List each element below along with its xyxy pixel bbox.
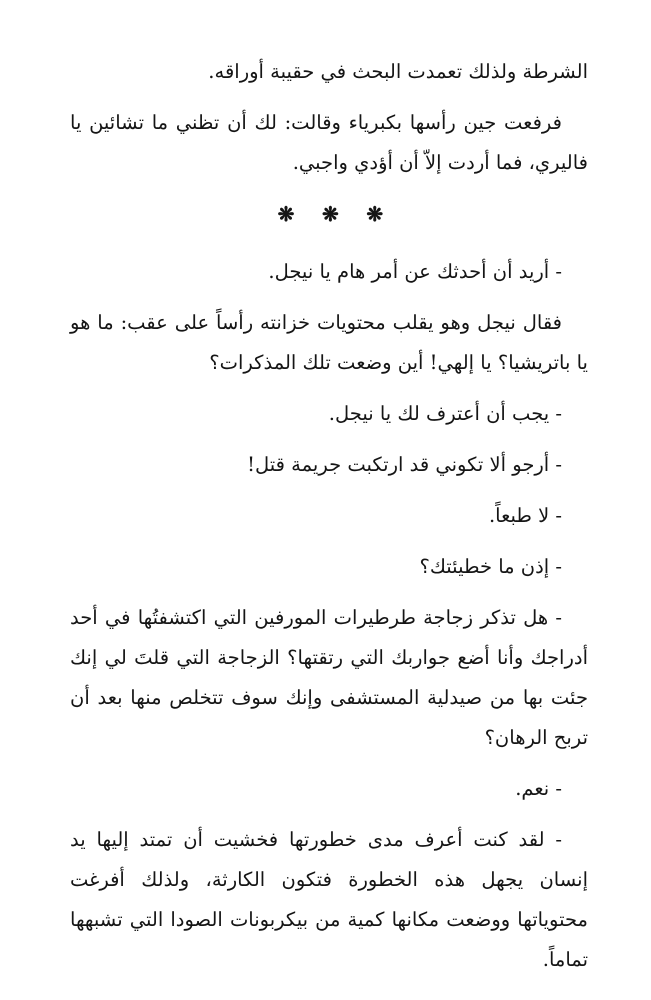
dialogue-line-8: - نعم. xyxy=(515,777,562,800)
dialogue-line-2: فقال نيجل وهو يقلب محتويات خزانته رأساً على عقب: ما هو يا باتريشيا؟ يا إلهي! أين وضعت تلك المذكرات؟ xyxy=(70,311,588,374)
dialogue-line-3: - يجب أن أعترف لك يا نيجل. xyxy=(328,402,562,425)
dialogue-line-6: - إذن ما خطيئتك؟ xyxy=(419,555,562,578)
dialogue-line-7: - هل تذكر زجاجة طرطيرات المورفين التي اكتشفتُها في أحد أدراجك وأنا أضع جواربك التي رتقتها؟ الزجاجة التي قلتَ لي إنك جئت بها من صيدلية المستشفى وإنك سوف تتخلص منها بعد أن تربح الرهان؟ xyxy=(70,606,588,749)
asterism-star-icon: ❋ xyxy=(366,202,384,226)
paragraph-1: الشرطة ولذلك تعمدت البحث في حقيبة أوراقه. xyxy=(208,60,588,83)
dialogue-line-4: - أرجو ألا تكوني قد ارتكبت جريمة قتل! xyxy=(247,453,562,476)
asterism-star-icon: ❋ xyxy=(322,202,339,226)
asterism-star-icon: ❋ xyxy=(277,202,295,226)
book-page xyxy=(70,52,588,991)
paragraph-2: فرفعت جين رأسها بكبرياء وقالت: لك أن تظني ما تشائين يا فاليري، فما أردت إلاّ أن أؤدي واجبي. xyxy=(70,111,588,174)
dialogue-line-5: - لا طبعاً. xyxy=(488,504,562,527)
dialogue-line-9: - لقد كنت أعرف مدى خطورتها فخشيت أن تمتد إليها يد إنسان يجهل هذه الخطورة فتكون الكارثة، ولذلك أفرغت محتوياتها ووضعت مكانها كمية من بيكربونات الصودا التي تشبهها تماماً. xyxy=(70,828,588,971)
section-separator xyxy=(70,194,588,234)
dialogue-line-1: - أريد أن أحدثك عن أمر هام يا نيجل. xyxy=(268,260,562,283)
